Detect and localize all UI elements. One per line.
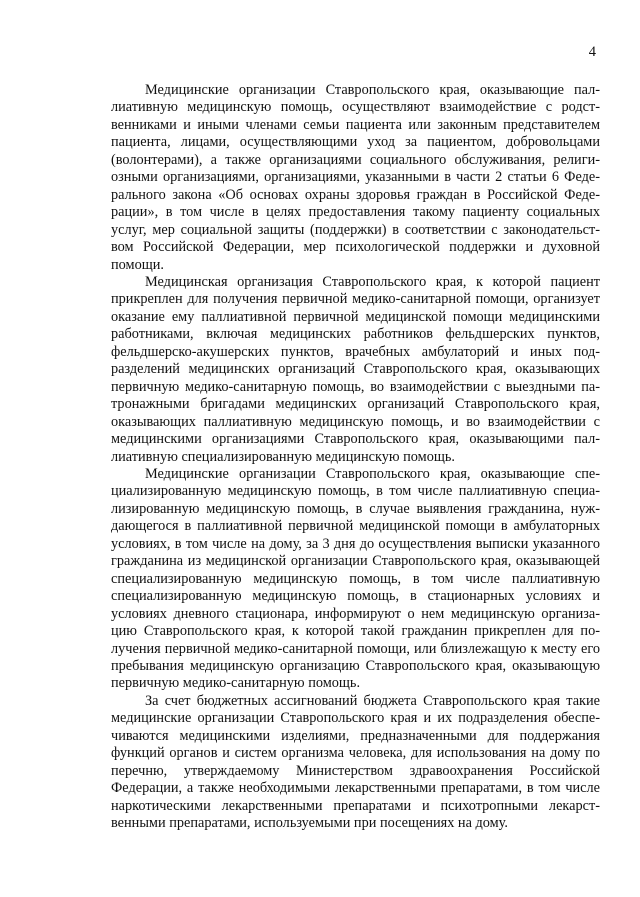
page-number: 4: [588, 44, 596, 60]
paragraph-budget-funding: За счет бюджетных ассигнований бюджета Ставропольского края такие медицинские организации Ставропольского края и их подразделения обеспечиваются медицинскими изделиями, предназначенными для поддержания функций органов и систем организма человека, для использования на дому по перечню, утверждаемому Министерством здравоохранения Российской Федерации, а также необходимыми лекарственными препаратами, в том числе наркотическими лекарственными препаратами и психотропными лекарственными препаратами, используемыми при посещениях на дому.: [111, 692, 600, 832]
paragraph-palliative-interaction: Медицинские организации Ставропольского края, оказывающие паллиативную медицинскую помощь, осуществляют взаимодействие с родственниками и иными членами семьи пациента или законным представителем пациента, лицами, осуществляющими уход за пациентом, добровольцами (волонтерами), а также организациями социального обслуживания, религиозными организациями, организациями, указанными в части 2 статьи 6 Федерального закона «Об основах охраны здоровья граждан в Российской Федерации», в том числе в целях предоставления такому пациенту социальных услуг, мер социальной защиты (поддержки) в соответствии с законодательством Российской Федерации, мер психологической поддержки и духовной помощи.: [111, 82, 600, 273]
document-body: [111, 82, 600, 832]
paragraph-specialized-care-notification: Медицинские организации Ставропольского края, оказывающие специализированную медицинскую помощь, в том числе паллиативную специализированную медицинскую помощь, в случае выявления гражданина, нуждающегося в паллиативной первичной медицинской помощи в амбулаторных условиях, в том числе на дому, за 3 дня до осуществления выписки указанного гражданина из медицинской организации Ставропольского края, оказывающей специализированную медицинскую помощь, в том числе паллиативную специализированную медицинскую помощь, в стационарных условиях и условиях дневного стационара, информируют о нем медицинскую организацию Ставропольского края, к которой такой гражданин прикреплен для получения первичной медико-санитарной помощи, или близлежащую к месту его пребывания медицинскую организацию Ставропольского края, оказывающую первичную медико-санитарную помощь.: [111, 465, 600, 692]
paragraph-primary-care-organization: Медицинская организация Ставропольского края, к которой пациент прикреплен для получения первичной медико-санитарной помощи, организует оказание ему паллиативной первичной медицинской помощи медицинскими работниками, включая медицинских работников фельдшерских пунктов, фельдшерско-акушерских пунктов, врачебных амбулаторий и иных подразделений медицинских организаций Ставропольского края, оказывающих первичную медико-санитарную помощь, во взаимодействии с выездными патронажными бригадами медицинских организаций Ставропольского края, оказывающих паллиативную медицинскую помощь, и во взаимодействии с медицинскими организациями Ставропольского края, оказывающими паллиативную специализированную медицинскую помощь.: [111, 273, 600, 465]
